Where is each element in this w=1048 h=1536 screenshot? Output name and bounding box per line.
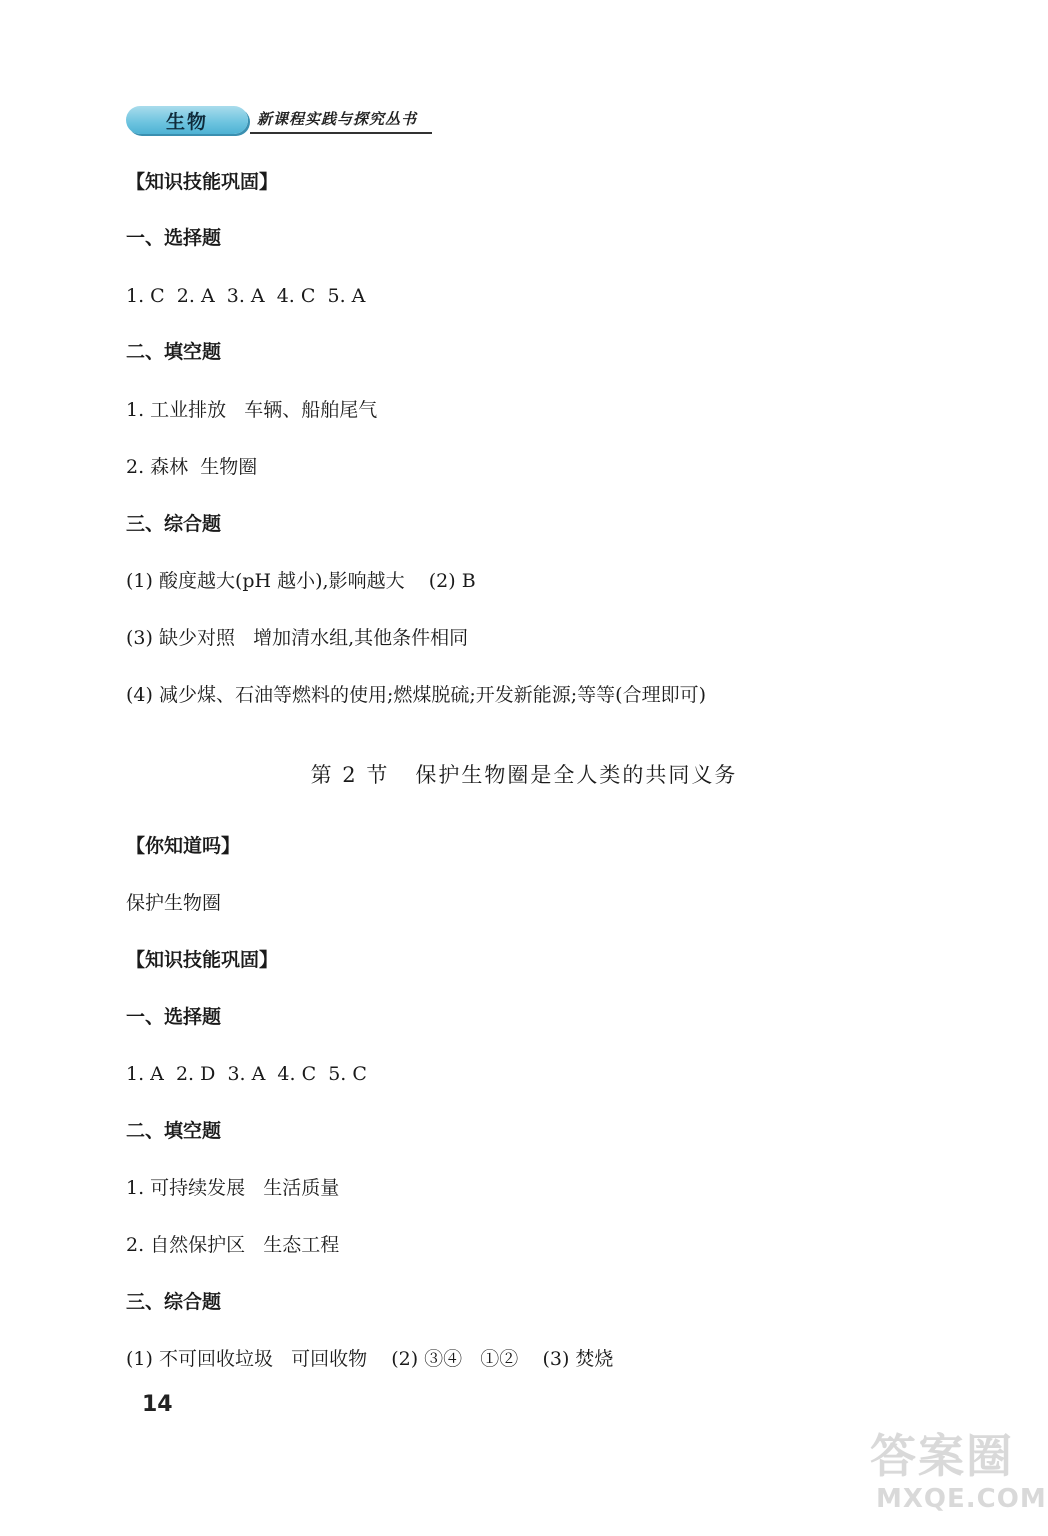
answer-line: 1. 可持续发展 生活质量 (126, 1177, 340, 1199)
page-number: 14 (142, 1392, 173, 1417)
answer-line: 1. 工业排放 车辆、船舶尾气 (126, 399, 378, 421)
section-heading: 【知识技能巩固】 (126, 171, 279, 193)
subject-badge: 生物 (126, 106, 248, 134)
series-title: 新课程实践与探究丛书 (257, 110, 418, 128)
answer-line: (1) 不可回收垃圾 可回收物 (2) ③④ ①② (3) 焚烧 (126, 1348, 614, 1370)
question-type-heading: 三、综合题 (126, 1291, 222, 1313)
question-type-heading: 二、填空题 (126, 1120, 222, 1142)
section-heading: 【知识技能巩固】 (126, 949, 279, 971)
section-title: 第 2 节 保护生物圈是全人类的共同义务 (310, 763, 738, 787)
answer-line: (1) 酸度越大(pH 越小),影响越大 (2) B (126, 570, 476, 592)
watermark-text: 答案圈 (870, 1429, 1014, 1483)
question-type-heading: 三、综合题 (126, 513, 222, 535)
section-heading: 【你知道吗】 (126, 835, 241, 857)
watermark (870, 1420, 1047, 1520)
question-type-heading: 二、填空题 (126, 341, 222, 363)
page-header (126, 102, 432, 138)
answer-line: 1. A 2. D 3. A 4. C 5. C (126, 1063, 367, 1085)
answer-line: 2. 自然保护区 生态工程 (126, 1234, 340, 1256)
watermark-url: MXQE.COM (876, 1484, 1047, 1514)
answer-line: (4) 减少煤、石油等燃料的使用;燃煤脱硫;开发新能源;等等(合理即可) (126, 684, 706, 706)
question-type-heading: 一、选择题 (126, 1006, 222, 1028)
answer-line: 2. 森林 生物圈 (126, 456, 258, 478)
header-rule (250, 132, 432, 134)
answer-line: 保护生物圈 (126, 892, 222, 914)
question-type-heading: 一、选择题 (126, 227, 222, 249)
answer-line: 1. C 2. A 3. A 4. C 5. A (126, 285, 366, 307)
answer-line: (3) 缺少对照 增加清水组,其他条件相同 (126, 627, 469, 649)
